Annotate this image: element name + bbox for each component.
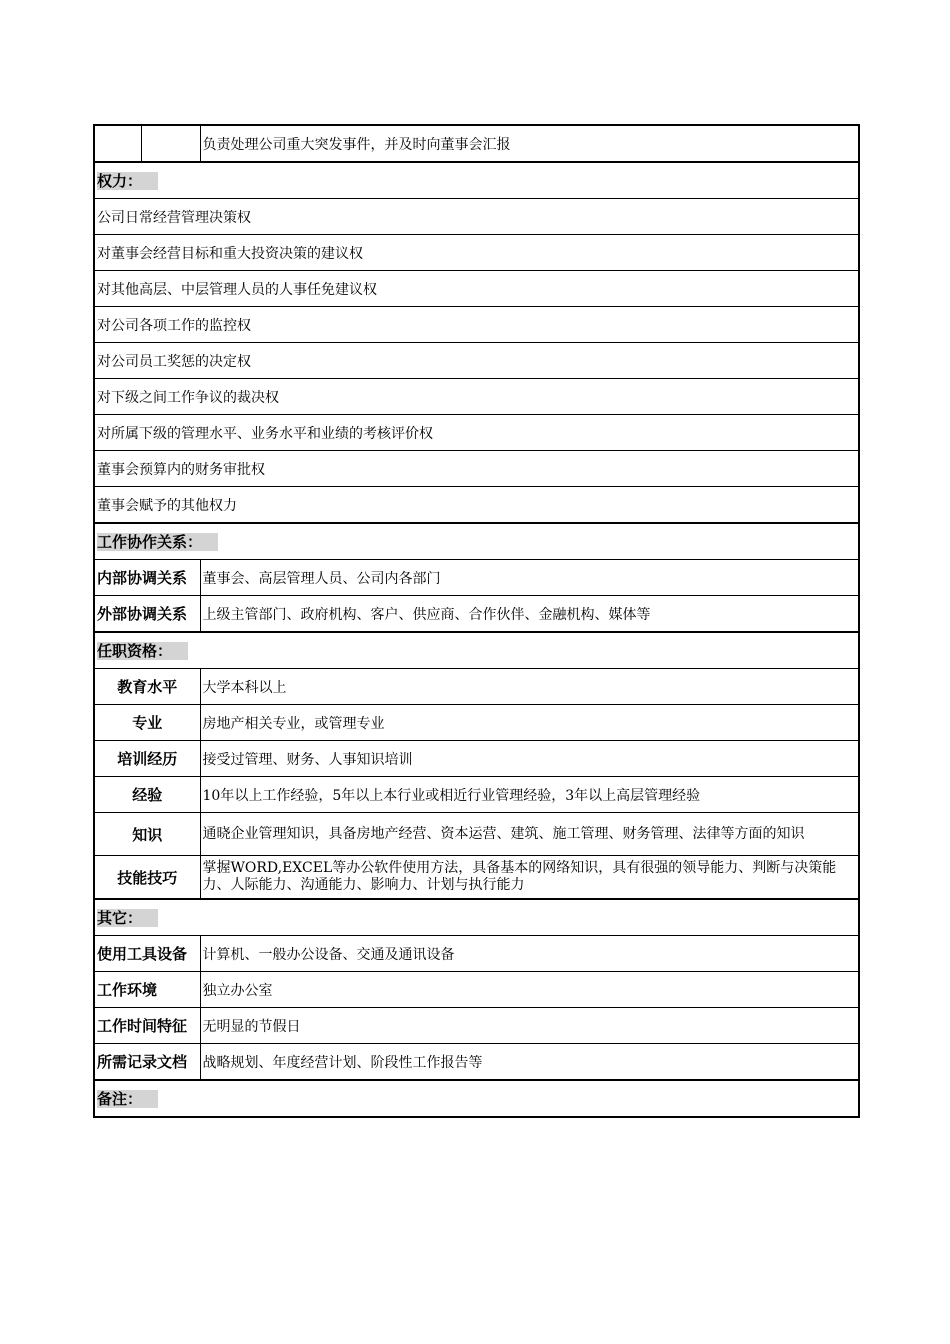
relation-row xyxy=(94,596,859,633)
qualification-value: 通晓企业管理知识，具备房地产经营、资本运营、建筑、施工管理、财务管理、法律等方面的知识 xyxy=(200,813,859,856)
qualification-value: 掌握WORD,EXCEL等办公软件使用方法，具备基本的网络知识，具有很强的领导能力、判断与决策能力、人际能力、沟通能力、影响力、计划与执行能力 xyxy=(200,856,859,900)
power-item: 董事会预算内的财务审批权 xyxy=(94,451,859,487)
qualification-value: 接受过管理、财务、人事知识培训 xyxy=(200,741,859,777)
duty-text: 负责处理公司重大突发事件，并及时向董事会汇报 xyxy=(200,125,859,162)
section-header-remarks xyxy=(94,1080,859,1117)
section-title: 工作协作关系： xyxy=(97,533,218,551)
relation-row xyxy=(94,560,859,596)
section-title: 权力： xyxy=(97,172,158,190)
job-description-table xyxy=(93,124,860,1118)
duty-row xyxy=(94,125,859,162)
other-value: 计算机、一般办公设备、交通及通讯设备 xyxy=(200,936,859,972)
empty-cell xyxy=(141,125,200,162)
other-row xyxy=(94,936,859,972)
qualification-row xyxy=(94,777,859,813)
other-label: 工作时间特征 xyxy=(94,1008,200,1044)
relation-label: 外部协调关系 xyxy=(94,596,200,633)
other-row xyxy=(94,1008,859,1044)
power-item: 对所属下级的管理水平、业务水平和业绩的考核评价权 xyxy=(94,415,859,451)
section-title: 备注： xyxy=(97,1090,158,1108)
power-item: 公司日常经营管理决策权 xyxy=(94,199,859,235)
qualification-label: 技能技巧 xyxy=(94,856,200,900)
qualification-value: 大学本科以上 xyxy=(200,669,859,705)
qualification-row xyxy=(94,705,859,741)
qualification-label: 专业 xyxy=(94,705,200,741)
qualification-label: 经验 xyxy=(94,777,200,813)
qualification-row xyxy=(94,813,859,856)
other-value: 战略规划、年度经营计划、阶段性工作报告等 xyxy=(200,1044,859,1081)
empty-cell xyxy=(94,125,141,162)
other-value: 无明显的节假日 xyxy=(200,1008,859,1044)
other-label: 使用工具设备 xyxy=(94,936,200,972)
other-row xyxy=(94,1044,859,1081)
section-title: 任职资格： xyxy=(97,642,188,660)
power-item: 对董事会经营目标和重大投资决策的建议权 xyxy=(94,235,859,271)
section-header-other xyxy=(94,899,859,936)
other-value: 独立办公室 xyxy=(200,972,859,1008)
other-row xyxy=(94,972,859,1008)
other-label: 所需记录文档 xyxy=(94,1044,200,1081)
qualification-label: 知识 xyxy=(94,813,200,856)
power-item: 对下级之间工作争议的裁决权 xyxy=(94,379,859,415)
qualification-value: 房地产相关专业，或管理专业 xyxy=(200,705,859,741)
other-label: 工作环境 xyxy=(94,972,200,1008)
section-header-powers xyxy=(94,162,859,199)
relation-value: 上级主管部门、政府机构、客户、供应商、合作伙伴、金融机构、媒体等 xyxy=(200,596,859,633)
qualification-label: 培训经历 xyxy=(94,741,200,777)
qualification-value: 10年以上工作经验，5年以上本行业或相近行业管理经验，3年以上高层管理经验 xyxy=(200,777,859,813)
relation-value: 董事会、高层管理人员、公司内各部门 xyxy=(200,560,859,596)
section-header-relations xyxy=(94,523,859,560)
power-item: 董事会赋予的其他权力 xyxy=(94,487,859,524)
qualification-row xyxy=(94,741,859,777)
section-header-qualifications xyxy=(94,632,859,669)
power-item: 对公司员工奖惩的决定权 xyxy=(94,343,859,379)
power-item: 对公司各项工作的监控权 xyxy=(94,307,859,343)
qualification-label: 教育水平 xyxy=(94,669,200,705)
power-item: 对其他高层、中层管理人员的人事任免建议权 xyxy=(94,271,859,307)
qualification-row xyxy=(94,856,859,900)
section-title: 其它： xyxy=(97,909,158,927)
relation-label: 内部协调关系 xyxy=(94,560,200,596)
qualification-row xyxy=(94,669,859,705)
